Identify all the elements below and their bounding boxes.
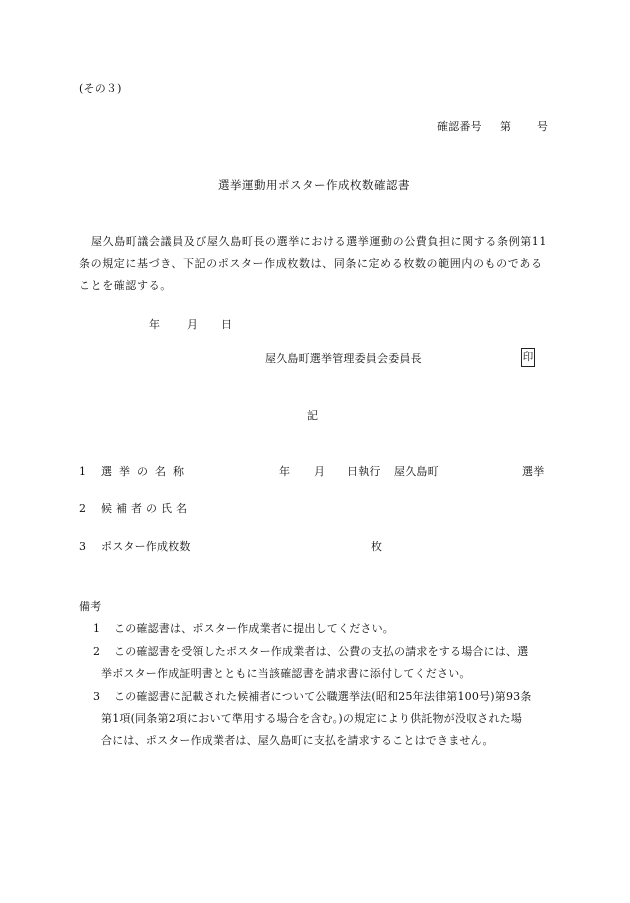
note1-number: 1 [93,622,101,635]
date-day: 日 [221,318,233,331]
note3-number: 3 [93,690,101,703]
item1-town: 屋久島町 [394,465,439,478]
item2-label: 候補者の氏名 [101,502,191,515]
body-line-3: ことを確認する。 [79,279,172,292]
note2-number: 2 [93,645,101,658]
item2-number: 2 [79,502,87,515]
item1-held: 日執行 [347,465,381,478]
item1-label: 選挙の名称 [101,465,191,478]
date-month: 月 [187,318,199,331]
item1-senkyo: 選挙 [522,465,545,478]
note3-line3: 合には、ポスター作成業者は、屋久島町に支払を請求することはできません。 [101,734,494,747]
item3-label: ポスター作成枚数 [101,540,191,553]
notes-heading: 備考 [79,600,102,613]
item3-unit: 枚 [371,540,383,553]
issuer-name: 屋久島町選挙管理委員会委員長 [265,352,422,365]
document-title: 選挙運動用ポスター作成枚数確認書 [218,178,410,192]
confirmation-number-dai: 第 [500,120,512,133]
body-line-1: 屋久島町議会議員及び屋久島町長の選挙における選挙運動の公費負担に関する条例第11 [91,235,547,248]
seal-mark: 印 [521,348,535,367]
note3-line2: 第1項(同条第2項において準用する場合を含む。)の規定により供託物が没収された場 [101,712,523,725]
item1-year: 年 [279,465,291,478]
form-number: (その３) [79,82,122,95]
item1-month: 月 [314,465,326,478]
item3-number: 3 [79,540,87,553]
note2-line1: この確認書を受領したポスター作成業者は、公費の支払の請求をする場合には、選 [114,645,529,658]
body-line-2: 条の規定に基づき、下記のポスター作成枚数は、同条に定める枚数の範囲内のものである [79,257,543,270]
note1-text: この確認書は、ポスター作成業者に提出してください。 [114,622,394,635]
ki-heading: 記 [307,409,319,422]
note2-line2: 挙ポスター作成証明書とともに当該確認書を請求書に添付してください。 [101,667,471,680]
item1-number: 1 [79,465,87,478]
note3-line1: この確認書に記載された候補者について公職選挙法(昭和25年法律第100号)第93条 [114,690,532,703]
confirmation-number-label: 確認番号 [437,120,482,133]
date-year: 年 [149,318,161,331]
confirmation-number-go: 号 [537,120,549,133]
